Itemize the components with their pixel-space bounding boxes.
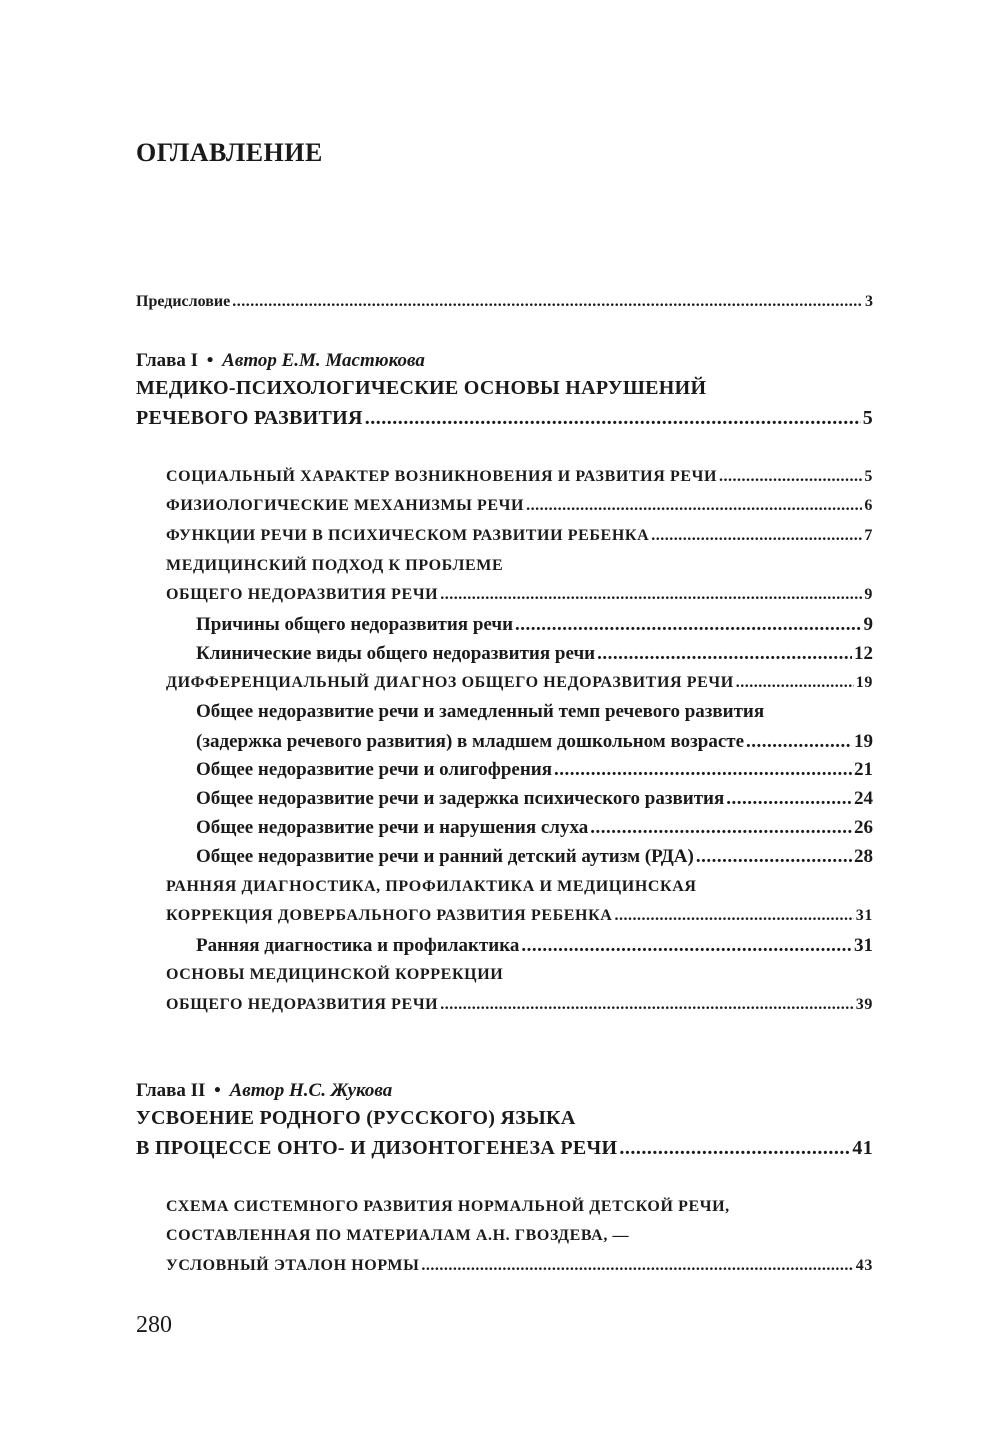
- chapter-1-author: Автор Е.М. Мастюкова: [222, 350, 425, 371]
- bullet-icon: •: [206, 350, 214, 371]
- entry-title: ФУНКЦИИ РЕЧИ В ПСИХИЧЕСКОМ РАЗВИТИИ РЕБЕНКА: [166, 527, 650, 544]
- entry-page: 19: [854, 731, 873, 752]
- dot-leader: [365, 407, 861, 430]
- entry-title: ФИЗИОЛОГИЧЕСКИЕ МЕХАНИЗМЫ РЕЧИ: [166, 497, 525, 514]
- entry-title: ОБЩЕГО НЕДОРАЗВИТИЯ РЕЧИ: [166, 996, 439, 1013]
- toc-entry-chapter-2: [136, 1137, 873, 1160]
- dot-leader: [232, 293, 863, 311]
- toc-entry: [196, 788, 873, 810]
- chapter-1-heading: [136, 350, 425, 372]
- chapter-2-heading: [136, 1080, 392, 1102]
- entry-title-line1: Общее недоразвитие речи и замедленный темп речевого развития: [196, 701, 765, 722]
- entry-page: 21: [854, 759, 873, 780]
- page-number: 280: [136, 1312, 172, 1338]
- toc-entry: [166, 996, 873, 1014]
- dot-leader: [719, 468, 862, 486]
- dot-leader: [440, 996, 854, 1014]
- entry-title: ОБЩЕГО НЕДОРАЗВИТИЯ РЕЧИ: [166, 586, 439, 603]
- entry-page: 31: [854, 935, 873, 956]
- entry-title-line2: СОСТАВЛЕННАЯ ПО МАТЕРИАЛАМ А.Н. ГВОЗДЕВА, —: [166, 1227, 630, 1244]
- dot-leader: [736, 674, 854, 692]
- toc-entry: [196, 614, 873, 636]
- chapter-1-label: Глава I: [136, 350, 199, 371]
- toc-entry: [196, 935, 873, 957]
- entry-page: 7: [864, 527, 873, 544]
- dot-leader: [696, 846, 852, 868]
- dot-leader: [440, 586, 862, 604]
- toc-entry: [166, 674, 873, 692]
- dot-leader: [597, 643, 852, 665]
- page-title: ОГЛАВЛЕНИЕ: [136, 138, 323, 167]
- entry-page: 5: [862, 407, 873, 429]
- entry-page: 19: [855, 674, 873, 691]
- toc-entry: [166, 907, 873, 925]
- dot-leader: [554, 759, 852, 781]
- entry-title-line1: РАННЯЯ ДИАГНОСТИКА, ПРОФИЛАКТИКА И МЕДИЦИНСКАЯ: [166, 878, 697, 895]
- chapter-2-title-line2: В ПРОЦЕССЕ ОНТО- И ДИЗОНТОГЕНЕЗА РЕЧИ: [136, 1137, 618, 1159]
- toc-entry: [166, 497, 873, 515]
- dot-leader: [421, 1257, 853, 1275]
- dot-leader: [614, 907, 853, 925]
- entry-page: 26: [854, 817, 873, 838]
- entry-title: Общее недоразвитие речи и ранний детский аутизм (РДА): [196, 846, 694, 867]
- entry-title: СОЦИАЛЬНЫЙ ХАРАКТЕР ВОЗНИКНОВЕНИЯ И РАЗВИТИЯ РЕЧИ: [166, 468, 717, 485]
- toc-entry: [196, 643, 873, 665]
- entry-title: Причины общего недоразвития речи: [196, 614, 514, 635]
- entry-title-line1: ОСНОВЫ МЕДИЦИНСКОЙ КОРРЕКЦИИ: [166, 966, 504, 983]
- toc-entry: [166, 1257, 873, 1275]
- dot-leader: [619, 1137, 850, 1160]
- dot-leader: [515, 614, 861, 636]
- entry-page: 12: [854, 643, 873, 664]
- dot-leader: [590, 817, 852, 839]
- toc-entry: [166, 586, 873, 604]
- entry-title: Предисловие: [136, 293, 231, 310]
- toc-entry: [196, 731, 873, 753]
- chapter-2-author: Автор Н.С. Жукова: [229, 1080, 393, 1101]
- entry-title: УСЛОВНЫЙ ЭТАЛОН НОРМЫ: [166, 1257, 420, 1274]
- entry-page: 24: [854, 788, 873, 809]
- dot-leader: [526, 497, 862, 515]
- entry-page: 9: [864, 586, 873, 603]
- chapter-2-title-line1: УСВОЕНИЕ РОДНОГО (РУССКОГО) ЯЗЫКА: [136, 1107, 576, 1129]
- chapter-2-label: Глава II: [136, 1080, 206, 1101]
- toc-entry: [196, 759, 873, 781]
- entry-page: 39: [855, 996, 873, 1013]
- dot-leader: [746, 731, 852, 753]
- entry-page: 43: [855, 1257, 873, 1274]
- entry-title-line1: СХЕМА СИСТЕМНОГО РАЗВИТИЯ НОРМАЛЬНОЙ ДЕТСКОЙ РЕЧИ,: [166, 1198, 730, 1215]
- entry-title: Общее недоразвитие речи и задержка психического развития: [196, 788, 725, 809]
- entry-page: 28: [854, 846, 873, 867]
- entry-title: Клинические виды общего недоразвития речи: [196, 643, 596, 664]
- toc-entry: [196, 817, 873, 839]
- bullet-icon: •: [214, 1080, 221, 1101]
- entry-title: Ранняя диагностика и профилактика: [196, 935, 520, 956]
- entry-title: КОРРЕКЦИЯ ДОВЕРБАЛЬНОГО РАЗВИТИЯ РЕБЕНКА: [166, 907, 613, 924]
- entry-page: 9: [863, 614, 873, 635]
- entry-title: ДИФФЕРЕНЦИАЛЬНЫЙ ДИАГНОЗ ОБЩЕГО НЕДОРАЗВИТИЯ РЕЧИ: [166, 674, 734, 691]
- toc-entry-preface: [136, 293, 873, 311]
- toc-entry: [166, 468, 873, 486]
- entry-page: 31: [855, 907, 873, 924]
- entry-title: Общее недоразвитие речи и нарушения слуха: [196, 817, 589, 838]
- entry-page: 41: [852, 1137, 873, 1159]
- entry-page: 3: [865, 293, 873, 310]
- entry-page: 6: [864, 497, 873, 514]
- dot-leader: [521, 935, 852, 957]
- entry-title: Общее недоразвитие речи и олигофрения: [196, 759, 553, 780]
- toc-entry-chapter-1: [136, 407, 873, 430]
- entry-title: (задержка речевого развития) в младшем дошкольном возрасте: [196, 731, 745, 752]
- toc-entry: [196, 846, 873, 868]
- dot-leader: [726, 788, 852, 810]
- chapter-1-title-line2: РЕЧЕВОГО РАЗВИТИЯ: [136, 407, 363, 429]
- chapter-1-title-line1: МЕДИКО-ПСИХОЛОГИЧЕСКИЕ ОСНОВЫ НАРУШЕНИЙ: [136, 377, 707, 399]
- entry-title-line1: МЕДИЦИНСКИЙ ПОДХОД К ПРОБЛЕМЕ: [166, 557, 504, 574]
- toc-entry: [166, 527, 873, 545]
- dot-leader: [651, 527, 862, 545]
- entry-page: 5: [864, 468, 873, 485]
